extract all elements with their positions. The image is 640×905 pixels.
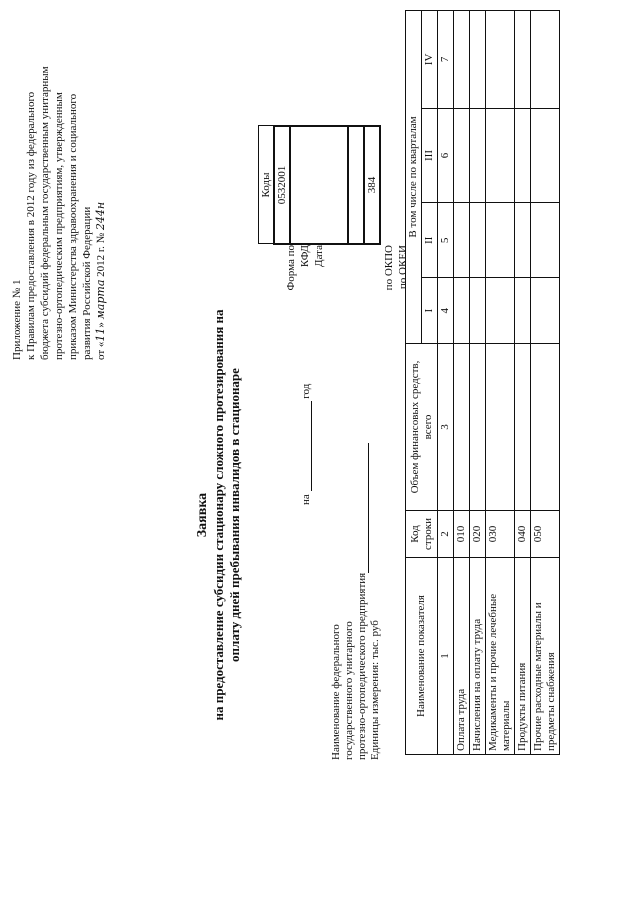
okei-value: 384 bbox=[364, 126, 380, 244]
row-q3-cell[interactable] bbox=[470, 108, 486, 202]
row-code: 010 bbox=[454, 511, 470, 558]
row-name: Прочие расходные материалы и предметы снабжения bbox=[531, 558, 560, 755]
codes-table bbox=[258, 125, 381, 245]
table-row bbox=[454, 11, 470, 755]
header-q4: IV bbox=[422, 11, 438, 109]
row-q4-cell[interactable] bbox=[454, 11, 470, 109]
title-line: Заявка bbox=[195, 492, 210, 538]
annex-line: развития Российской Федерации bbox=[81, 206, 93, 360]
org-line: государственного унитарного bbox=[343, 621, 355, 760]
row-name: Продукты питания bbox=[515, 558, 531, 755]
units-line: Единицы измерения: тыс. руб bbox=[369, 620, 381, 760]
document-title bbox=[195, 255, 243, 775]
annex-order-number: 244н bbox=[94, 201, 107, 231]
okei-label: по ОКЕИ bbox=[397, 245, 409, 290]
col-num: 1 bbox=[438, 558, 454, 755]
table-row bbox=[531, 11, 560, 755]
row-q1-cell[interactable] bbox=[531, 278, 560, 344]
okpo-label: по ОКПО bbox=[383, 245, 395, 291]
org-line bbox=[356, 360, 369, 760]
row-q4-cell[interactable] bbox=[470, 11, 486, 109]
annex-date-month: марта bbox=[94, 279, 107, 320]
annex-date-year: 2012 г. № bbox=[95, 232, 107, 277]
row-q3-cell[interactable] bbox=[531, 108, 560, 202]
form-code: 0532001 bbox=[274, 126, 290, 244]
table-row bbox=[470, 11, 486, 755]
annex-block bbox=[10, 30, 108, 360]
annex-line: к Правилам предоставления в 2012 году из федерального bbox=[25, 91, 37, 360]
row-q3-cell[interactable] bbox=[486, 108, 515, 202]
row-name: Оплата труда bbox=[454, 558, 470, 755]
row-q2-cell[interactable] bbox=[454, 203, 470, 278]
annex-date-mid: » bbox=[95, 322, 107, 328]
form-label: Форма по КФД bbox=[285, 245, 311, 291]
row-q1-cell[interactable] bbox=[470, 278, 486, 344]
col-num: 4 bbox=[438, 278, 454, 344]
row-code: 030 bbox=[486, 511, 515, 558]
org-name-blank bbox=[358, 443, 369, 573]
table-row bbox=[486, 11, 515, 755]
row-q1-cell[interactable] bbox=[454, 278, 470, 344]
row-q4-cell[interactable] bbox=[486, 11, 515, 109]
col-num: 5 bbox=[438, 203, 454, 278]
header-q1: I bbox=[422, 278, 438, 344]
column-number-row bbox=[438, 11, 454, 755]
row-q4-cell[interactable] bbox=[531, 11, 560, 109]
annex-line: Приложение № 1 bbox=[11, 279, 23, 360]
row-name: Медикаменты и прочие лечебные материалы bbox=[486, 558, 515, 755]
row-total-cell[interactable] bbox=[454, 344, 470, 511]
col-num: 6 bbox=[438, 108, 454, 202]
year-suffix: год bbox=[300, 383, 312, 399]
org-line: Наименование федерального bbox=[330, 624, 342, 760]
organization-block bbox=[330, 360, 382, 760]
year-prefix: на bbox=[300, 494, 312, 505]
header-name: Наименование показателя bbox=[406, 558, 438, 755]
row-q4-cell[interactable] bbox=[515, 11, 531, 109]
header-quarters: В том числе по кварталам bbox=[406, 11, 422, 344]
row-q2-cell[interactable] bbox=[486, 203, 515, 278]
table-row bbox=[515, 11, 531, 755]
col-num: 7 bbox=[438, 11, 454, 109]
header-q3: III bbox=[422, 108, 438, 202]
annex-line: приказом Министерства здравоохранения и социального bbox=[67, 93, 79, 360]
row-q2-cell[interactable] bbox=[531, 203, 560, 278]
annex-line: протезно-ортопедическим предприятиям, утвержденным bbox=[53, 92, 65, 360]
col-num: 2 bbox=[438, 511, 454, 558]
title-line: оплату дней пребывания инвалидов в стационаре bbox=[227, 368, 242, 662]
row-code: 050 bbox=[531, 511, 560, 558]
date-label: Дата bbox=[313, 245, 325, 267]
codes-header: Коды bbox=[259, 126, 275, 244]
row-total-cell[interactable] bbox=[470, 344, 486, 511]
org-line-text: протезно-ортопедического предприятия bbox=[356, 572, 368, 760]
date-value bbox=[290, 126, 348, 244]
row-q1-cell[interactable] bbox=[486, 278, 515, 344]
data-table bbox=[405, 10, 560, 755]
annex-date-line bbox=[94, 30, 108, 360]
header-total: Объем финансовых средств, всего bbox=[406, 344, 438, 511]
annex-date-prefix: от « bbox=[95, 341, 107, 360]
codes-labels bbox=[270, 245, 410, 315]
row-name: Начисления на оплату труда bbox=[470, 558, 486, 755]
header-code: Код строки bbox=[406, 511, 438, 558]
row-q1-cell[interactable] bbox=[515, 278, 531, 344]
row-q2-cell[interactable] bbox=[515, 203, 531, 278]
annex-line: бюджета субсидий федеральным государственным унитарным bbox=[39, 66, 51, 360]
row-q2-cell[interactable] bbox=[470, 203, 486, 278]
header-q2: II bbox=[422, 203, 438, 278]
row-q3-cell[interactable] bbox=[454, 108, 470, 202]
col-num: 3 bbox=[438, 344, 454, 511]
row-total-cell[interactable] bbox=[515, 344, 531, 511]
year-blank bbox=[300, 401, 312, 491]
annex-date-day: 11 bbox=[94, 327, 107, 342]
year-line bbox=[300, 384, 312, 505]
row-total-cell[interactable] bbox=[486, 344, 515, 511]
okpo-value bbox=[348, 126, 364, 244]
row-code: 020 bbox=[470, 511, 486, 558]
title-line: на предоставление субсидии стационару сложного протезирования на bbox=[211, 309, 226, 721]
row-code: 040 bbox=[515, 511, 531, 558]
row-q3-cell[interactable] bbox=[515, 108, 531, 202]
row-total-cell[interactable] bbox=[531, 344, 560, 511]
